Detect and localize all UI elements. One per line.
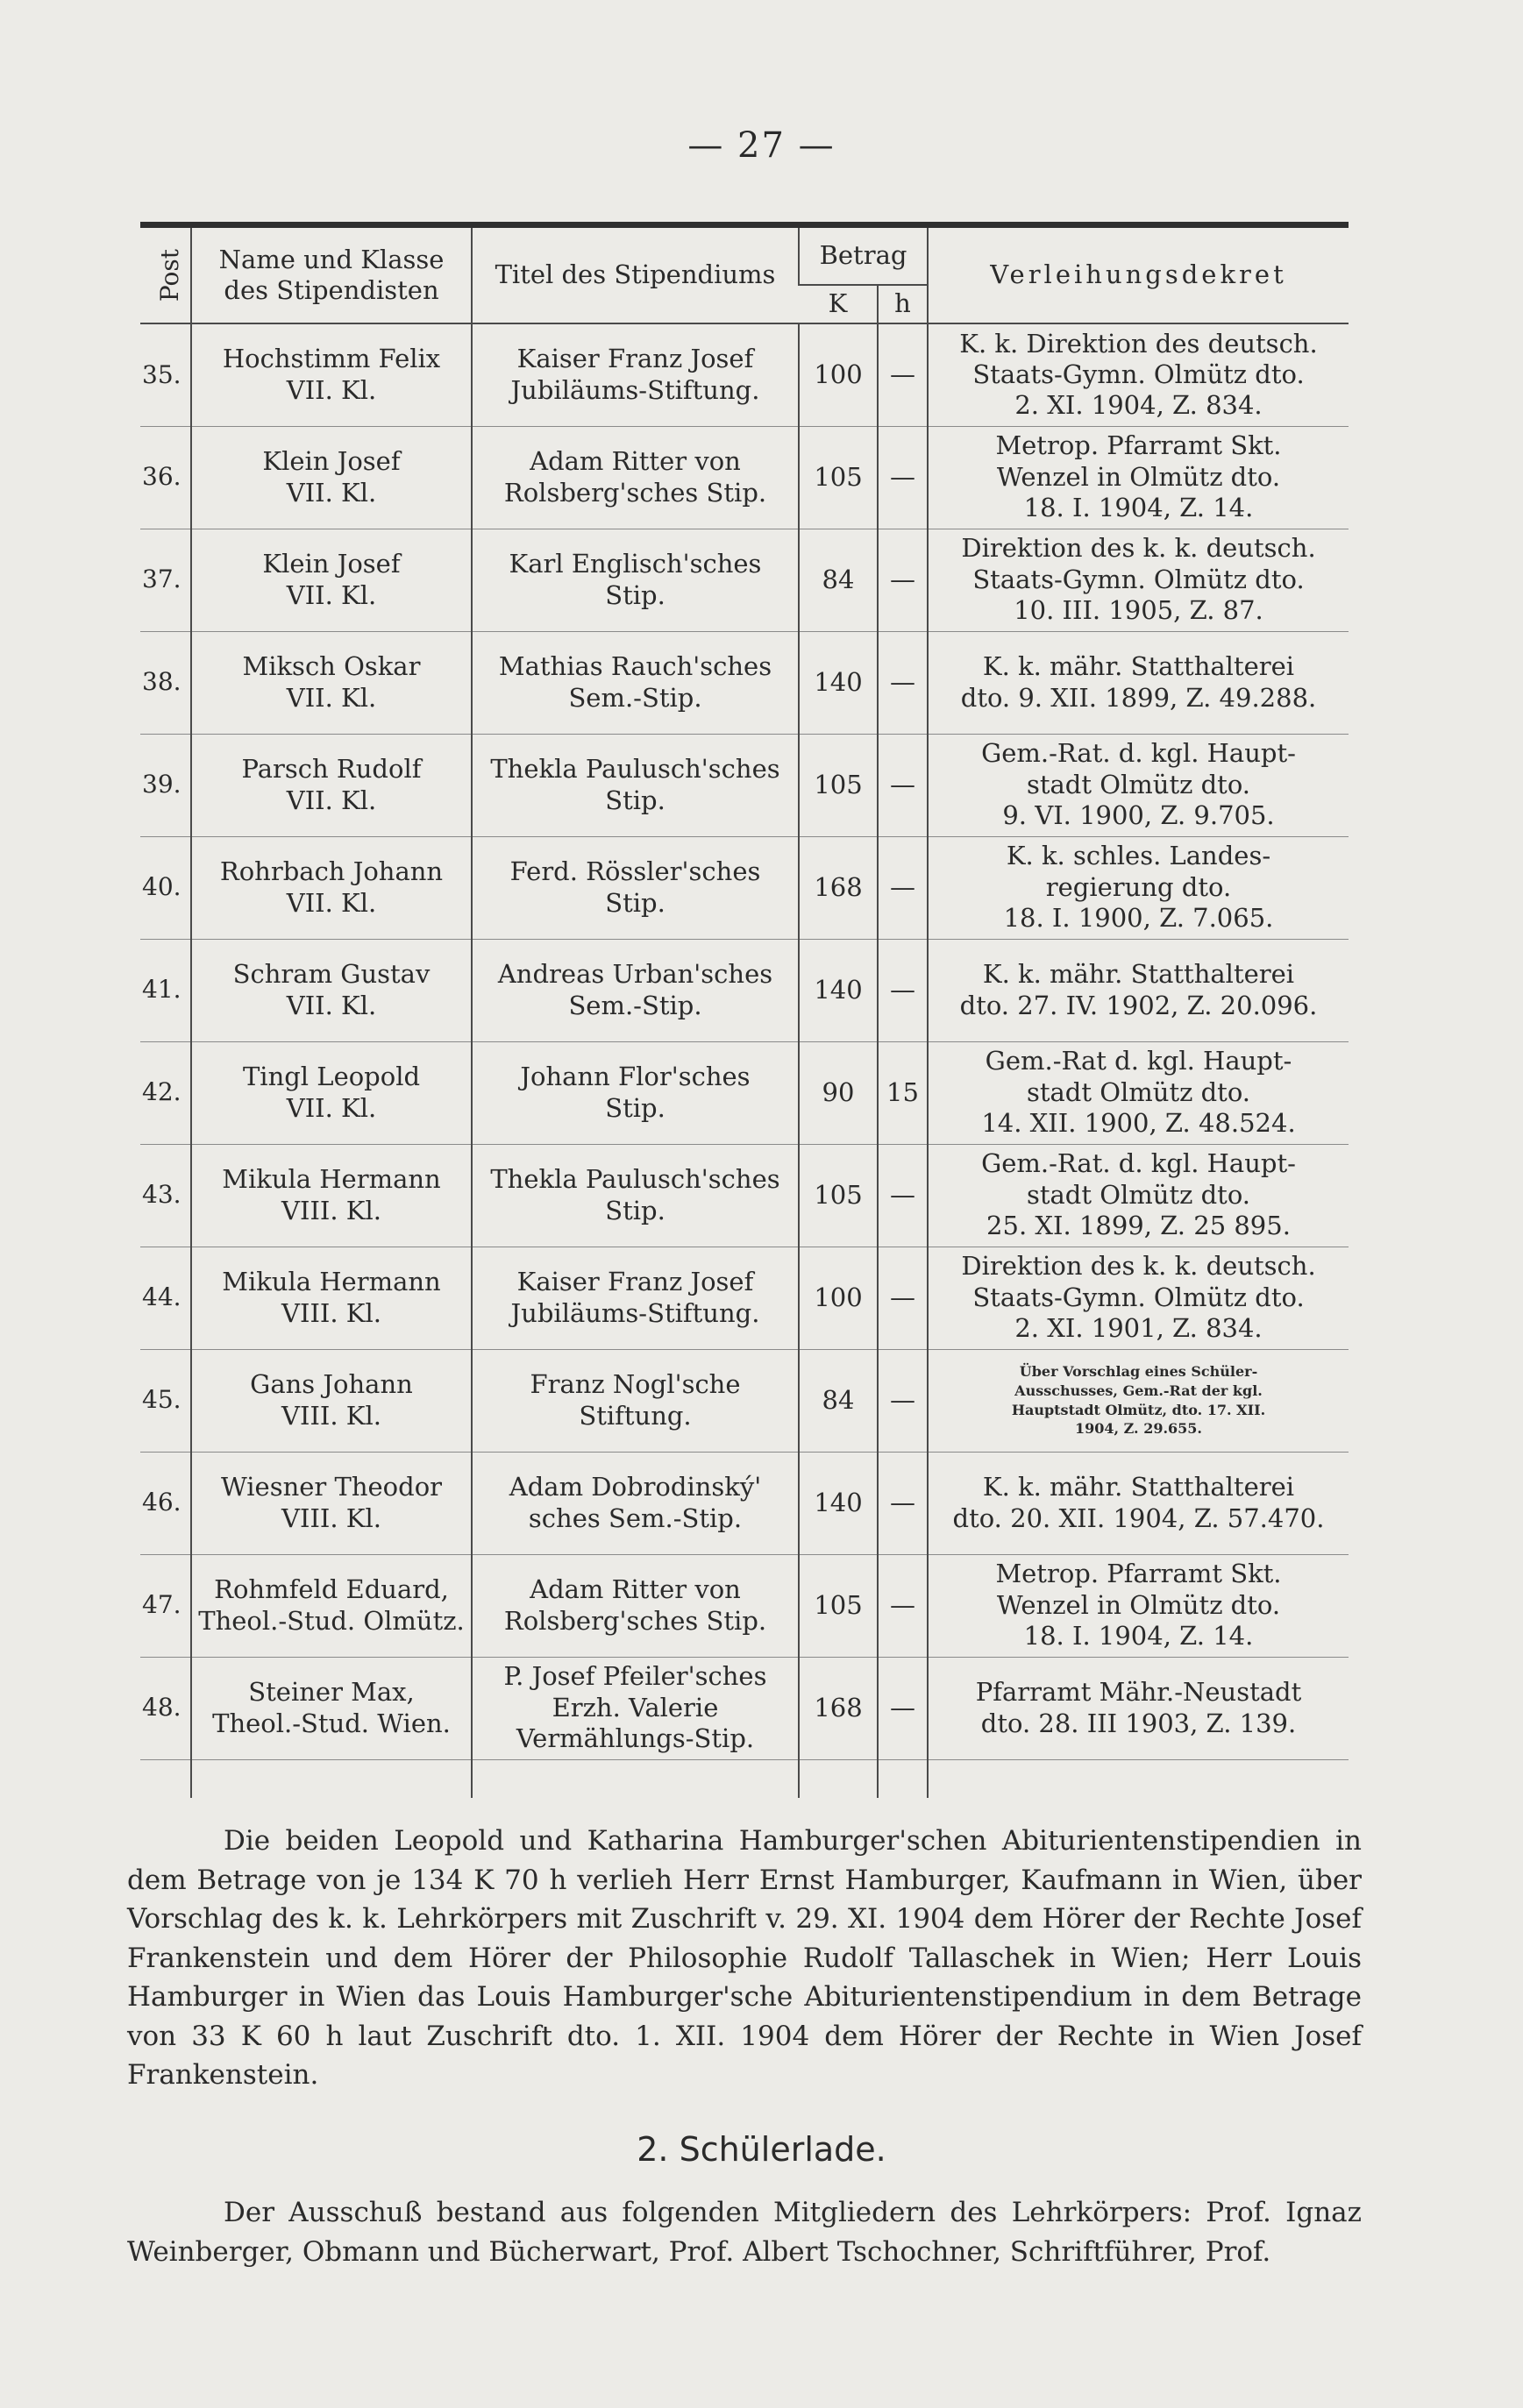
empty-cell	[191, 1759, 472, 1798]
empty-cell	[140, 1759, 191, 1798]
header-post: Post	[140, 228, 191, 323]
cell-line: K. k. mähr. Statthalterei	[982, 959, 1295, 990]
cell-line: Adam Ritter von	[530, 1574, 741, 1605]
table-row	[140, 426, 1349, 529]
cell-line: Stiftung.	[579, 1400, 692, 1431]
cell-line: Stip.	[605, 579, 665, 610]
row-decree	[928, 1452, 1349, 1554]
cell-line: 25. XI. 1899, Z. 25 895.	[986, 1211, 1291, 1241]
row-post: 44.	[140, 1247, 191, 1349]
cell-line: VII. Kl.	[286, 682, 377, 713]
row-amount-k: 100	[799, 323, 878, 426]
cell-line: Johann Flor'sches	[520, 1062, 751, 1092]
row-name	[191, 1349, 472, 1452]
row-decree	[928, 939, 1349, 1041]
row-amount-k: 105	[799, 734, 878, 836]
row-amount-h: —	[878, 1349, 928, 1452]
row-title	[472, 1452, 799, 1554]
cell-line: Mikula Hermann	[222, 1164, 441, 1195]
row-title	[472, 1041, 799, 1144]
cell-line: Schram Gustav	[232, 959, 431, 990]
cell-line: regierung dto.	[1045, 871, 1232, 902]
cell-line: 10. III. 1905, Z. 87.	[1014, 595, 1263, 626]
cell-line: Rolsberg'sches Stip.	[503, 1605, 767, 1636]
section-heading: 2. Schülerlade.	[637, 2130, 886, 2169]
cell-line: Rohmfeld Eduard,	[214, 1574, 449, 1605]
row-amount-h: —	[878, 1452, 928, 1554]
cell-line: Thekla Paulusch'sches	[490, 754, 780, 785]
row-title	[472, 1144, 799, 1247]
row-post: 41.	[140, 939, 191, 1041]
row-amount-k: 168	[799, 836, 878, 939]
row-name	[191, 1452, 472, 1554]
cell-line: 1904, Z. 29.655.	[1074, 1420, 1202, 1438]
row-decree	[928, 1041, 1349, 1144]
cell-line: VIII. Kl.	[281, 1297, 381, 1328]
row-amount-h: —	[878, 939, 928, 1041]
row-decree	[928, 323, 1349, 426]
cell-line: K. k. schles. Landes-	[1006, 841, 1271, 871]
cell-line: VIII. Kl.	[281, 1195, 381, 1225]
row-decree	[928, 529, 1349, 631]
row-decree	[928, 1144, 1349, 1247]
row-post: 35.	[140, 323, 191, 426]
row-amount-k: 140	[799, 1452, 878, 1554]
cell-line: Staats-Gymn. Olmütz dto.	[972, 1282, 1305, 1312]
row-amount-k: 84	[799, 1349, 878, 1452]
row-name	[191, 1554, 472, 1657]
cell-line: 18. I. 1904, Z. 14.	[1023, 1621, 1254, 1652]
empty-cell	[878, 1759, 928, 1798]
empty-cell	[472, 1759, 799, 1798]
cell-line: Miksch Oskar	[242, 651, 421, 682]
cell-line: sches Sem.-Stip.	[528, 1502, 743, 1533]
table-row	[140, 1349, 1349, 1452]
table-row	[140, 631, 1349, 734]
cell-line: dto. 27. IV. 1902, Z. 20.096.	[959, 990, 1318, 1020]
cell-line: Ferd. Rössler'sches	[509, 856, 761, 887]
row-post: 43.	[140, 1144, 191, 1247]
cell-line: stadt Olmütz dto.	[1026, 1076, 1251, 1107]
cell-line: Kaiser Franz Josef	[516, 344, 754, 374]
row-post: 42.	[140, 1041, 191, 1144]
row-amount-k: 90	[799, 1041, 878, 1144]
row-title	[472, 1349, 799, 1452]
row-post: 39.	[140, 734, 191, 836]
cell-line: Adam Dobrodinský'	[509, 1472, 762, 1502]
row-title	[472, 1657, 799, 1759]
row-name	[191, 1144, 472, 1247]
cell-line: 2. XI. 1901, Z. 834.	[1014, 1313, 1263, 1344]
table-row	[140, 1247, 1349, 1349]
cell-line: Steiner Max,	[248, 1677, 415, 1708]
cell-line: dto. 28. III 1903, Z. 139.	[980, 1708, 1297, 1738]
cell-line: Sem.-Stip.	[568, 682, 702, 713]
cell-line: Staats-Gymn. Olmütz dto.	[972, 359, 1305, 390]
cell-line: VIII. Kl.	[281, 1502, 381, 1533]
row-decree	[928, 1657, 1349, 1759]
cell-line: Jubiläums-Stiftung.	[510, 374, 760, 405]
header-name: Name und Klasse des Stipendisten	[191, 228, 472, 323]
row-decree	[928, 426, 1349, 529]
cell-line: VII. Kl.	[286, 990, 377, 1020]
row-decree	[928, 836, 1349, 939]
row-title	[472, 1247, 799, 1349]
table-row	[140, 1144, 1349, 1247]
cell-line: VIII. Kl.	[281, 1400, 381, 1431]
table-row	[140, 1452, 1349, 1554]
cell-line: Mathias Rauch'sches	[498, 651, 772, 682]
cell-line: P. Josef Pfeiler'sches	[503, 1661, 767, 1692]
row-decree	[928, 1554, 1349, 1657]
table-top-rule	[140, 222, 1349, 228]
row-decree	[928, 631, 1349, 734]
cell-line: Andreas Urban'sches	[497, 959, 773, 990]
cell-line: Pfarramt Mähr.-Neustadt	[975, 1677, 1302, 1708]
cell-line: Hochstimm Felix	[222, 344, 441, 374]
row-name	[191, 939, 472, 1041]
cell-line: Rohrbach Johann	[219, 856, 444, 887]
row-amount-h: —	[878, 1144, 928, 1247]
table-row	[140, 529, 1349, 631]
row-amount-h: —	[878, 529, 928, 631]
row-title	[472, 631, 799, 734]
row-post: 36.	[140, 426, 191, 529]
cell-line: Gans Johann	[250, 1369, 413, 1400]
row-amount-k: 140	[799, 631, 878, 734]
cell-line: Franz Nogl'sche	[530, 1369, 741, 1400]
row-post: 37.	[140, 529, 191, 631]
cell-line: Sem.-Stip.	[568, 990, 702, 1020]
table-row	[140, 939, 1349, 1041]
cell-line: Thekla Paulusch'sches	[490, 1164, 780, 1195]
row-name	[191, 734, 472, 836]
cell-line: Parsch Rudolf	[241, 754, 422, 785]
cell-line: Stip.	[605, 887, 665, 918]
row-amount-h: —	[878, 1554, 928, 1657]
row-amount-h: 15	[878, 1041, 928, 1144]
cell-line: 14. XII. 1900, Z. 48.524.	[981, 1108, 1296, 1139]
cell-line: Gem.-Rat d. kgl. Haupt-	[985, 1046, 1292, 1076]
row-post: 48.	[140, 1657, 191, 1759]
row-amount-h: —	[878, 631, 928, 734]
row-title	[472, 939, 799, 1041]
cell-line: Über Vorschlag eines Schüler-	[1019, 1363, 1258, 1381]
committee-paragraph: Der Ausschuß bestand aus folgenden Mitgliedern des Lehrkörpers: Prof. Ignaz Weinberger, Obmann und Bücherwart, Prof. Albert Tschochner, Schriftführer, Prof.	[127, 2197, 1362, 2268]
cell-line: VII. Kl.	[286, 374, 377, 405]
cell-line: Klein Josef	[262, 549, 401, 579]
cell-line: dto. 20. XII. 1904, Z. 57.470.	[952, 1502, 1325, 1533]
row-amount-k: 168	[799, 1657, 878, 1759]
cell-line: Adam Ritter von	[530, 446, 741, 477]
stipend-table-container	[140, 222, 1349, 1798]
row-amount-k: 140	[799, 939, 878, 1041]
cell-line: Tingl Leopold	[242, 1062, 421, 1092]
cell-line: K. k. mähr. Statthalterei	[982, 1472, 1295, 1502]
cell-line: Vermählungs-Stip.	[516, 1723, 755, 1754]
row-amount-k: 105	[799, 1144, 878, 1247]
row-post: 40.	[140, 836, 191, 939]
row-amount-h: —	[878, 734, 928, 836]
header-decree: Verleihungsdekret	[928, 228, 1349, 323]
row-post: 38.	[140, 631, 191, 734]
row-name	[191, 323, 472, 426]
cell-line: Jubiläums-Stiftung.	[510, 1297, 760, 1328]
row-name	[191, 1041, 472, 1144]
page-number: — 27 —	[687, 125, 836, 166]
row-amount-k: 105	[799, 426, 878, 529]
row-amount-h: —	[878, 323, 928, 426]
cell-line: Wenzel in Olmütz dto.	[996, 1589, 1281, 1620]
cell-line: stadt Olmütz dto.	[1026, 769, 1251, 799]
table-row	[140, 1657, 1349, 1759]
cell-line: Direktion des k. k. deutsch.	[961, 1251, 1316, 1282]
row-name	[191, 836, 472, 939]
cell-line: Stip.	[605, 1195, 665, 1225]
row-post: 45.	[140, 1349, 191, 1452]
row-title	[472, 426, 799, 529]
row-name	[191, 426, 472, 529]
row-amount-h: —	[878, 1657, 928, 1759]
cell-line: VII. Kl.	[286, 785, 377, 815]
cell-line: dto. 9. XII. 1899, Z. 49.288.	[960, 682, 1317, 713]
row-post: 47.	[140, 1554, 191, 1657]
cell-line: Kaiser Franz Josef	[516, 1267, 754, 1297]
cell-line: Klein Josef	[262, 446, 401, 477]
cell-line: Hauptstadt Olmütz, dto. 17. XII.	[1011, 1401, 1266, 1418]
cell-line: stadt Olmütz dto.	[1026, 1179, 1251, 1210]
cell-line: Wenzel in Olmütz dto.	[996, 461, 1281, 492]
cell-line: VII. Kl.	[286, 579, 377, 610]
empty-cell	[928, 1759, 1349, 1798]
row-decree	[928, 1247, 1349, 1349]
cell-line: Mikula Hermann	[222, 1267, 441, 1297]
cell-line: 18. I. 1900, Z. 7.065.	[1003, 903, 1274, 934]
table-row	[140, 836, 1349, 939]
cell-line: Theol.-Stud. Wien.	[212, 1708, 451, 1738]
cell-line: VII. Kl.	[286, 477, 377, 508]
cell-line: Stip.	[605, 1092, 665, 1123]
table-row	[140, 323, 1349, 426]
cell-line: Gem.-Rat. d. kgl. Haupt-	[981, 738, 1296, 769]
cell-line: Metrop. Pfarramt Skt.	[995, 1559, 1282, 1589]
cell-line: K. k. mähr. Statthalterei	[982, 651, 1295, 682]
cell-line: Direktion des k. k. deutsch.	[961, 533, 1316, 564]
cell-line: 2. XI. 1904, Z. 834.	[1014, 390, 1263, 421]
hamburger-note: Die beiden Leopold und Katharina Hamburger'schen Abiturientenstipendien in dem Betrage von je 134 K 70 h verlieh Herr Ernst Hamburger, Kaufmann in Wien, über Vorschlag des k. k. Lehrkörpers mit Zuschrift v. 29. XI. 1904 dem Hörer der Rechte Josef Frankenstein und dem Hörer der Philosophie Rudolf Tallaschek in Wien; Herr Louis Hamburger in Wien das Louis Hamburger'sche Abiturientenstipendium in dem Betrage von 33 K 60 h laut Zuschrift dto. 1. XII. 1904 dem Hörer der Rechte in Wien Josef Frankenstein.	[127, 1825, 1362, 2091]
cell-line: K. k. Direktion des deutsch.	[959, 328, 1318, 359]
row-amount-h: —	[878, 1247, 928, 1349]
row-decree	[928, 1349, 1349, 1452]
cell-line: Theol.-Stud. Olmütz.	[198, 1605, 465, 1636]
row-name	[191, 1247, 472, 1349]
row-name	[191, 529, 472, 631]
header-title: Titel des Stipendiums	[472, 228, 799, 323]
cell-line: VII. Kl.	[286, 887, 377, 918]
cell-line: Staats-Gymn. Olmütz dto.	[972, 564, 1305, 594]
row-title	[472, 836, 799, 939]
header-amount-h: h	[878, 285, 928, 323]
cell-line: Karl Englisch'sches	[509, 549, 762, 579]
cell-line: Stip.	[605, 785, 665, 815]
row-name	[191, 631, 472, 734]
row-amount-h: —	[878, 836, 928, 939]
row-name	[191, 1657, 472, 1759]
table-row	[140, 734, 1349, 836]
header-amount: Betrag	[799, 228, 928, 285]
row-title	[472, 323, 799, 426]
row-decree	[928, 734, 1349, 836]
row-amount-k: 84	[799, 529, 878, 631]
table-row	[140, 1041, 1349, 1144]
row-title	[472, 734, 799, 836]
cell-line: Wiesner Theodor	[220, 1472, 443, 1502]
row-amount-k: 105	[799, 1554, 878, 1657]
cell-line: Metrop. Pfarramt Skt.	[995, 430, 1282, 461]
table-row	[140, 1554, 1349, 1657]
stipend-table	[140, 228, 1349, 1798]
row-amount-h: —	[878, 426, 928, 529]
cell-line: Ausschusses, Gem.-Rat der kgl.	[1014, 1382, 1263, 1399]
row-title	[472, 1554, 799, 1657]
empty-cell	[799, 1759, 878, 1798]
cell-line: 18. I. 1904, Z. 14.	[1023, 493, 1254, 523]
cell-line: Gem.-Rat. d. kgl. Haupt-	[981, 1148, 1296, 1179]
cell-line: 9. VI. 1900, Z. 9.705.	[1002, 800, 1275, 831]
cell-line: Rolsberg'sches Stip.	[503, 477, 767, 508]
table-trailing-space	[140, 1759, 1349, 1798]
cell-line: Erzh. Valerie	[552, 1692, 719, 1723]
row-post: 46.	[140, 1452, 191, 1554]
header-amount-k: K	[799, 285, 878, 323]
cell-line: VII. Kl.	[286, 1092, 377, 1123]
row-amount-k: 100	[799, 1247, 878, 1349]
row-title	[472, 529, 799, 631]
